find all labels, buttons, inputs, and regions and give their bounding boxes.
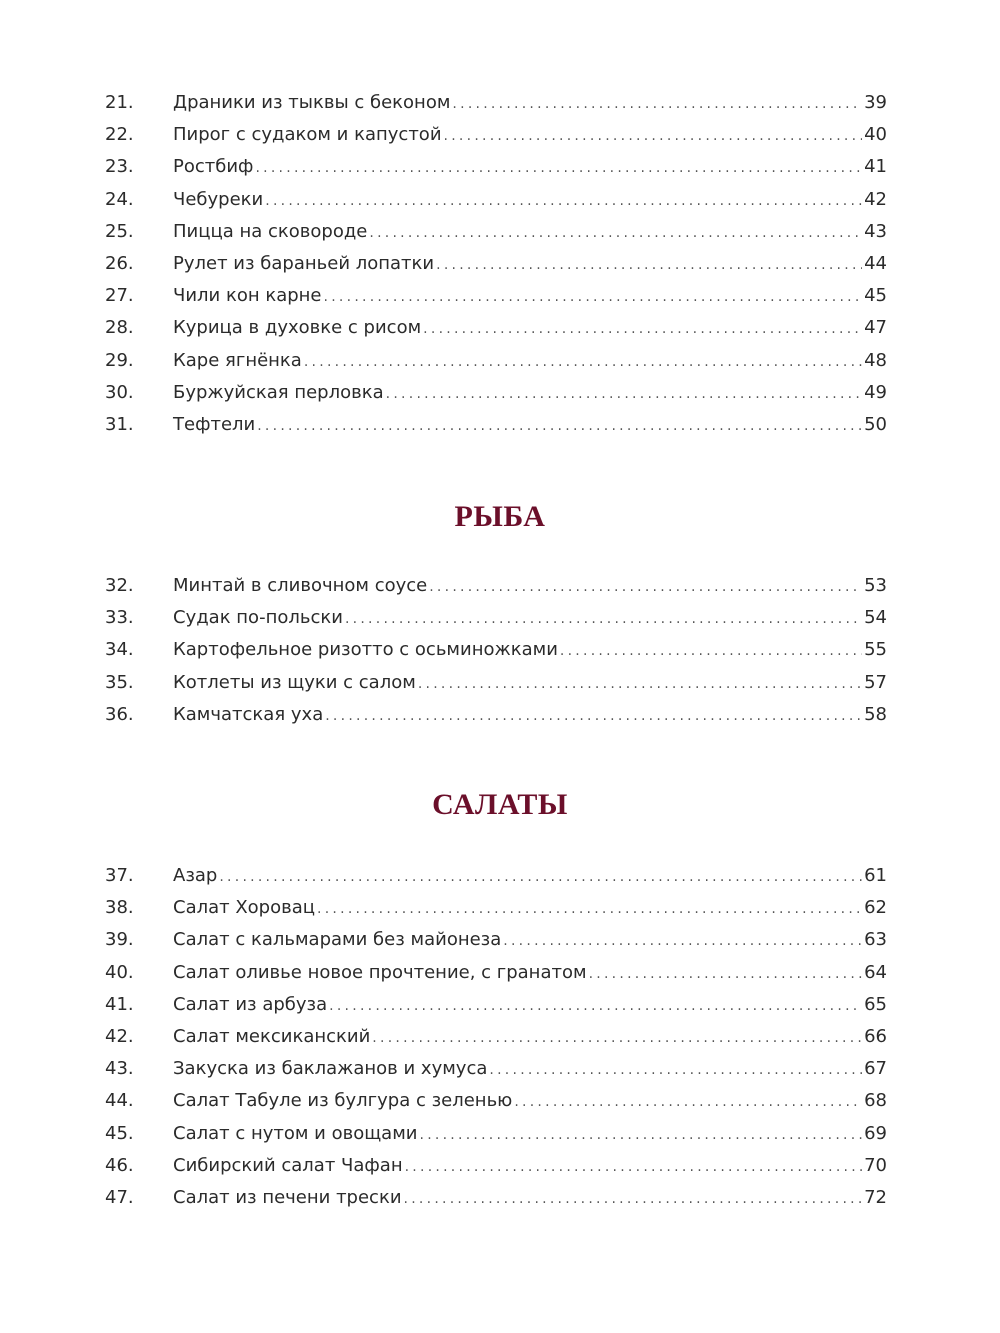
dot-leader xyxy=(429,571,862,603)
toc-entry[interactable] xyxy=(105,924,887,956)
toc-entry[interactable] xyxy=(105,409,887,441)
entry-number: 44. xyxy=(105,1090,134,1112)
dot-leader xyxy=(304,346,862,378)
entry-page: 45 xyxy=(864,285,887,307)
entry-number: 23. xyxy=(105,156,134,178)
entry-title: Пирог с судаком и капустой xyxy=(173,124,442,146)
entry-page: 65 xyxy=(864,993,887,1015)
entry-title: Минтай в сливочном соусе xyxy=(173,575,428,596)
dot-leader xyxy=(444,120,863,152)
entry-number: 21. xyxy=(105,92,134,113)
entry-page: 64 xyxy=(864,961,887,983)
entry-page: 66 xyxy=(864,1025,887,1047)
dot-leader xyxy=(219,861,862,893)
toc-entry[interactable] xyxy=(105,892,887,924)
toc-entry[interactable] xyxy=(105,602,887,634)
toc-entry[interactable] xyxy=(105,216,887,248)
entry-page: 70 xyxy=(864,1154,887,1176)
entry-title: Котлеты из щуки с салом xyxy=(173,671,416,693)
entry-title: Ростбиф xyxy=(173,156,254,178)
entry-number: 39. xyxy=(105,929,134,951)
entry-number: 41. xyxy=(105,993,134,1015)
entry-number: 40. xyxy=(105,961,134,983)
entry-title: Тефтели xyxy=(173,413,256,435)
entry-number: 30. xyxy=(105,381,134,403)
entry-page: 42 xyxy=(864,188,887,210)
entry-title: Салат оливье новое прочтение, с гранатом xyxy=(173,961,587,983)
toc-entry[interactable] xyxy=(105,119,887,151)
entry-number: 36. xyxy=(105,703,134,725)
toc-entry[interactable] xyxy=(105,151,887,183)
entry-title: Картофельное ризотто с осьминожками xyxy=(173,639,558,661)
entry-title: Рулет из бараньей лопатки xyxy=(173,252,435,274)
dot-leader xyxy=(324,281,863,313)
entry-page: 55 xyxy=(864,639,887,661)
toc-entry[interactable] xyxy=(105,860,887,892)
toc-entry[interactable] xyxy=(105,1150,887,1182)
dot-leader xyxy=(325,700,862,732)
entry-page: 67 xyxy=(864,1058,887,1080)
toc-entry[interactable] xyxy=(105,1085,887,1117)
entry-number: 24. xyxy=(105,188,134,210)
entry-title: Пицца на сковороде xyxy=(173,220,368,242)
toc-section-salads xyxy=(105,860,887,1214)
entry-title: Чебуреки xyxy=(173,188,264,210)
entry-number: 25. xyxy=(105,220,134,242)
toc-entry[interactable] xyxy=(105,1118,887,1150)
entry-page: 41 xyxy=(864,156,887,178)
dot-leader xyxy=(255,152,862,184)
entry-page: 44 xyxy=(864,252,887,274)
dot-leader xyxy=(265,185,862,217)
dot-leader xyxy=(514,1086,862,1118)
toc-section-fish xyxy=(105,570,887,731)
toc-entry[interactable] xyxy=(105,634,887,666)
entry-page: 63 xyxy=(864,929,887,951)
entry-title: Салат из арбуза xyxy=(173,993,328,1015)
entry-title: Курица в духовке с рисом xyxy=(173,317,422,339)
dot-leader xyxy=(436,249,862,281)
toc-entry[interactable] xyxy=(105,184,887,216)
section-heading-fish: РЫБА xyxy=(454,500,546,533)
toc-entry[interactable] xyxy=(105,345,887,377)
section-heading-salads: САЛАТЫ xyxy=(432,788,568,821)
toc-entry[interactable] xyxy=(105,280,887,312)
toc-entry[interactable] xyxy=(105,699,887,731)
dot-leader xyxy=(420,1119,863,1151)
entry-title: Салат Табуле из булгура с зеленью xyxy=(173,1090,513,1112)
entry-number: 43. xyxy=(105,1058,134,1080)
entry-page: 50 xyxy=(864,413,887,435)
entry-page: 69 xyxy=(864,1122,887,1144)
dot-leader xyxy=(404,1183,863,1215)
toc-entry[interactable] xyxy=(105,377,887,409)
entry-number: 42. xyxy=(105,1025,134,1047)
entry-number: 37. xyxy=(105,865,134,886)
entry-title: Каре ягнёнка xyxy=(173,349,302,371)
entry-page: 43 xyxy=(864,220,887,242)
dot-leader xyxy=(560,635,862,667)
entry-title: Азар xyxy=(173,865,218,886)
entry-number: 31. xyxy=(105,413,134,435)
toc-entry[interactable] xyxy=(105,989,887,1021)
toc-entry[interactable] xyxy=(105,957,887,989)
toc-entry[interactable] xyxy=(105,248,887,280)
entry-number: 47. xyxy=(105,1186,134,1208)
entry-page: 40 xyxy=(864,124,887,146)
toc-entry[interactable] xyxy=(105,570,887,602)
entry-number: 26. xyxy=(105,252,134,274)
toc-section-meat xyxy=(105,87,887,441)
dot-leader xyxy=(489,1054,862,1086)
entry-page: 72 xyxy=(864,1186,887,1208)
toc-entry[interactable] xyxy=(105,1182,887,1214)
entry-number: 29. xyxy=(105,349,134,371)
entry-page: 53 xyxy=(864,575,887,596)
toc-entry[interactable] xyxy=(105,312,887,344)
entry-number: 46. xyxy=(105,1154,134,1176)
dot-leader xyxy=(372,1022,862,1054)
entry-page: 48 xyxy=(864,349,887,371)
entry-page: 54 xyxy=(864,607,887,629)
toc-entry[interactable] xyxy=(105,1021,887,1053)
dot-leader xyxy=(503,925,862,957)
entry-page: 49 xyxy=(864,381,887,403)
dot-leader xyxy=(329,990,862,1022)
entry-number: 32. xyxy=(105,575,134,596)
entry-number: 22. xyxy=(105,124,134,146)
entry-title: Сибирский салат Чафан xyxy=(173,1154,403,1176)
entry-number: 45. xyxy=(105,1122,134,1144)
dot-leader xyxy=(452,88,862,120)
entry-page: 39 xyxy=(864,92,887,113)
entry-title: Салат мексиканский xyxy=(173,1025,371,1047)
entry-page: 57 xyxy=(864,671,887,693)
entry-number: 38. xyxy=(105,897,134,919)
entry-title: Салат Хоровац xyxy=(173,897,316,919)
entry-page: 68 xyxy=(864,1090,887,1112)
toc-entry[interactable] xyxy=(105,667,887,699)
dot-leader xyxy=(386,378,862,410)
dot-leader xyxy=(317,893,862,925)
entry-number: 33. xyxy=(105,607,134,629)
entry-number: 34. xyxy=(105,639,134,661)
entry-number: 27. xyxy=(105,285,134,307)
entry-number: 28. xyxy=(105,317,134,339)
dot-leader xyxy=(257,410,862,442)
entry-title: Камчатская уха xyxy=(173,703,324,725)
entry-page: 62 xyxy=(864,897,887,919)
dot-leader xyxy=(423,313,862,345)
entry-page: 61 xyxy=(864,865,887,886)
entry-page: 58 xyxy=(864,703,887,725)
entry-title: Чили кон карне xyxy=(173,285,322,307)
entry-number: 35. xyxy=(105,671,134,693)
toc-entry[interactable] xyxy=(105,87,887,119)
dot-leader xyxy=(418,668,862,700)
entry-title: Салат с нутом и овощами xyxy=(173,1122,418,1144)
dot-leader xyxy=(369,217,862,249)
entry-page: 47 xyxy=(864,317,887,339)
entry-title: Буржуйская перловка xyxy=(173,381,384,403)
toc-entry[interactable] xyxy=(105,1053,887,1085)
dot-leader xyxy=(345,603,862,635)
entry-title: Салат с кальмарами без майонеза xyxy=(173,929,502,951)
entry-title: Салат из печени трески xyxy=(173,1186,402,1208)
dot-leader xyxy=(405,1151,862,1183)
entry-title: Драники из тыквы с беконом xyxy=(173,92,451,113)
entry-title: Судак по-польски xyxy=(173,607,343,629)
entry-title: Закуска из баклажанов и хумуса xyxy=(173,1058,488,1080)
dot-leader xyxy=(589,958,863,990)
